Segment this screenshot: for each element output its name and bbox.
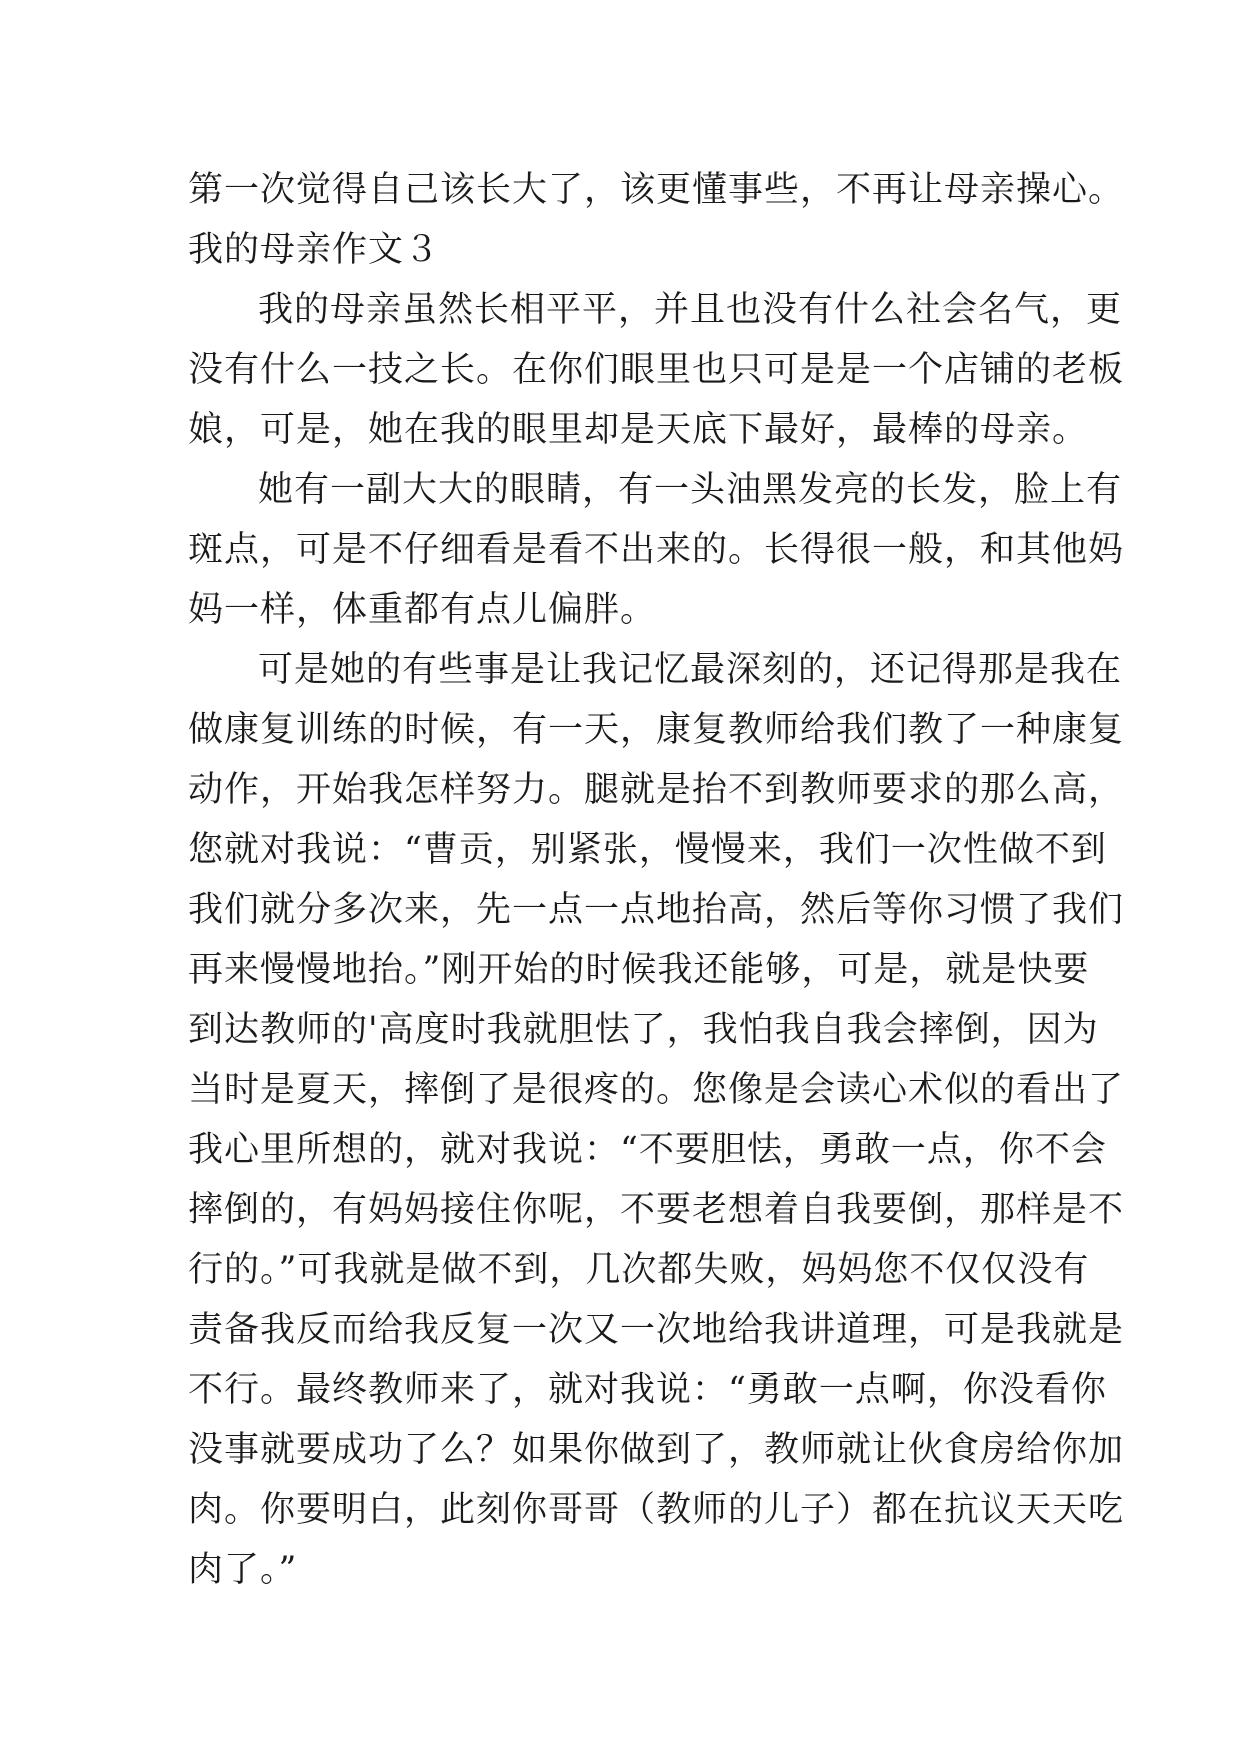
- text-line: 肉。你要明白，此刻你哥哥（教师的儿子）都在抗议天天吃: [188, 1490, 1125, 1530]
- text-line: 娘，可是，她在我的眼里却是天底下最好，最棒的母亲。: [188, 410, 1089, 450]
- paragraph-start-line: 我的母亲虽然长相平平，并且也没有什么社会名气，更: [258, 290, 1123, 330]
- text-line: 我们就分多次来，先一点一点地抬高，然后等你习惯了我们: [188, 890, 1125, 930]
- text-line: 动作，开始我怎样努力。腿就是抬不到教师要求的那么高，: [188, 770, 1125, 810]
- text-line: 我心里所想的，就对我说：“不要胆怯，勇敢一点，你不会: [188, 1130, 1107, 1170]
- text-line: 摔倒的，有妈妈接住你呢，不要老想着自我要倒，那样是不: [188, 1190, 1125, 1230]
- paragraph-start-line: 她有一副大大的眼睛，有一头油黑发亮的长发，脸上有: [258, 470, 1123, 510]
- text-line: 没有什么一技之长。在你们眼里也只可是是一个店铺的老板: [188, 350, 1125, 390]
- text-line: 肉了。”: [188, 1550, 298, 1590]
- paragraph-start-line: 可是她的有些事是让我记忆最深刻的，还记得那是我在: [258, 650, 1123, 690]
- text-line: 行的。”可我就是做不到，几次都失败，妈妈您不仅仅没有: [188, 1250, 1090, 1290]
- text-line: 做康复训练的时候，有一天，康复教师给我们教了一种康复: [188, 710, 1125, 750]
- text-line: 妈一样，体重都有点儿偏胖。: [188, 590, 657, 630]
- text-line: 当时是夏天，摔倒了是很疼的。您像是会读心术似的看出了: [188, 1070, 1125, 1110]
- text-line: 没事就要成功了么？如果你做到了，教师就让伙食房给你加: [188, 1430, 1125, 1470]
- text-line: 第一次觉得自己该长大了，该更懂事些，不再让母亲操心。: [188, 170, 1125, 210]
- text-line: 责备我反而给我反复一次又一次地给我讲道理，可是我就是: [188, 1310, 1125, 1350]
- document-page: [188, 160, 1125, 1600]
- text-line: 斑点，可是不仔细看是看不出来的。长得很一般，和其他妈: [188, 530, 1125, 570]
- text-line: 您就对我说：“曹贡，别紧张，慢慢来，我们一次性做不到: [188, 830, 1107, 870]
- text-line: 到达教师的'高度时我就胆怯了，我怕我自我会摔倒，因为: [188, 1010, 1099, 1050]
- text-line: 不行。最终教师来了，就对我说：“勇敢一点啊，你没看你: [188, 1370, 1107, 1410]
- section-title: 我的母亲作文３: [188, 230, 441, 270]
- text-line: 再来慢慢地抬。”刚开始的时候我还能够，可是，就是快要: [188, 950, 1090, 990]
